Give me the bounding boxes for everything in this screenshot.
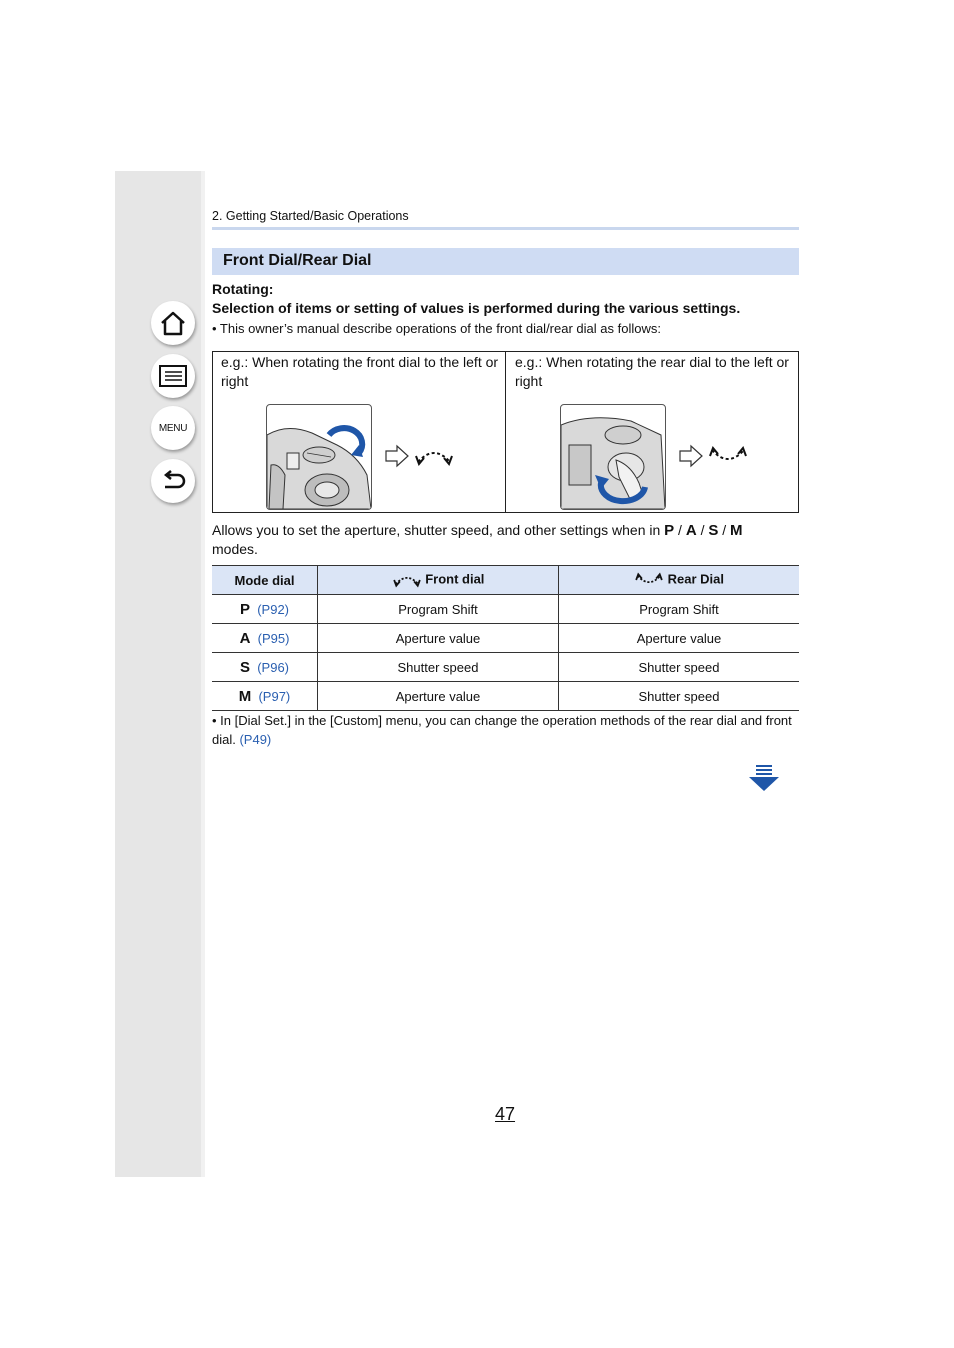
rear-dial-cell: Shutter speed [559,653,800,682]
mode-cell [212,653,318,682]
allows-text-end: modes. [212,541,258,557]
menu-button[interactable] [151,406,195,450]
table-row [212,682,799,711]
list-icon [158,364,188,388]
mode-cell [212,624,318,653]
mode-a: A [239,629,251,647]
dial-set-note [212,711,802,749]
intro-bullet: • This owner’s manual describe operations of the front dial/rear dial as follows: [212,321,661,336]
arrow-right-icon [678,444,704,468]
mode-separator: / [718,522,731,538]
front-dial-cell: Shutter speed [318,653,559,682]
mode-m: M [238,687,252,705]
breadcrumb: 2. Getting Started/Basic Operations [212,209,409,223]
page-ref-link[interactable]: (P96) [257,659,290,675]
allows-paragraph [212,521,799,558]
rear-dial-icon [634,570,664,590]
rear-dial-cell: Aperture value [559,624,800,653]
mode-s: S [239,658,250,676]
header-rear-dial-label: Rear Dial [667,571,724,587]
rear-example-text: e.g.: When rotating the rear dial to the left or right [515,354,789,389]
header-rear-dial [559,566,800,595]
mode-m: M [730,522,743,539]
front-dial-cell: Program Shift [318,595,559,624]
contents-button[interactable] [151,354,195,398]
mode-separator: / [696,522,709,538]
page-number: 47 [495,1104,516,1124]
arrow-right-icon [384,444,410,468]
next-page-arrow-icon[interactable] [748,764,780,792]
rotating-description: Selection of items or setting of values is performed during the various settings. [212,300,741,316]
camera-front-dial-icon [267,405,371,509]
page-ref-link[interactable]: (P92) [257,601,290,617]
rear-dial-cell: Program Shift [559,595,800,624]
mode-p: P [239,600,250,618]
table-row [212,653,799,682]
rear-dial-cell: Shutter speed [559,682,800,711]
header-front-dial-label: Front dial [425,571,485,587]
page-ref-link[interactable]: (P49) [239,732,272,747]
front-example-text: e.g.: When rotating the front dial to the left or right [221,354,499,389]
section-header [212,248,799,275]
front-dial-cell: Aperture value [318,624,559,653]
rear-dial-icon [708,442,748,470]
table-header-row [212,566,799,595]
menu-label: MENU [158,422,188,434]
home-icon [159,310,187,336]
header-mode-dial: Mode dial [212,566,318,595]
home-button[interactable] [151,301,195,345]
rotating-label: Rotating: [212,281,274,297]
note-text: • In [Dial Set.] in the [Custom] menu, you can change the operation methods of the rear dial and front dial. [212,713,792,747]
back-button[interactable] [151,459,195,503]
front-dial-cell: Aperture value [318,682,559,711]
mode-p: P [664,522,675,539]
allows-text: Allows you to set the aperture, shutter speed, and other settings when in [212,522,665,538]
sidebar-edge [201,171,205,1177]
section-title: Front Dial/Rear Dial [223,252,372,269]
page-ref-link[interactable]: (P95) [257,630,290,646]
mode-table [212,565,799,711]
table-row [212,624,799,653]
mode-separator: / [674,522,686,538]
camera-rear-dial-icon [561,405,665,509]
mode-a: A [685,522,697,539]
back-arrow-icon [159,469,187,493]
table-row [212,595,799,624]
header-front-dial [318,566,559,595]
example-divider [505,351,506,513]
front-dial-icon [392,570,422,590]
page-ref-link[interactable]: (P97) [258,688,291,704]
breadcrumb-rule [212,227,799,230]
mode-cell [212,682,318,711]
mode-s: S [708,522,719,539]
front-dial-illustration [266,404,372,510]
mode-cell [212,595,318,624]
rear-dial-illustration [560,404,666,510]
front-dial-icon [414,442,454,470]
